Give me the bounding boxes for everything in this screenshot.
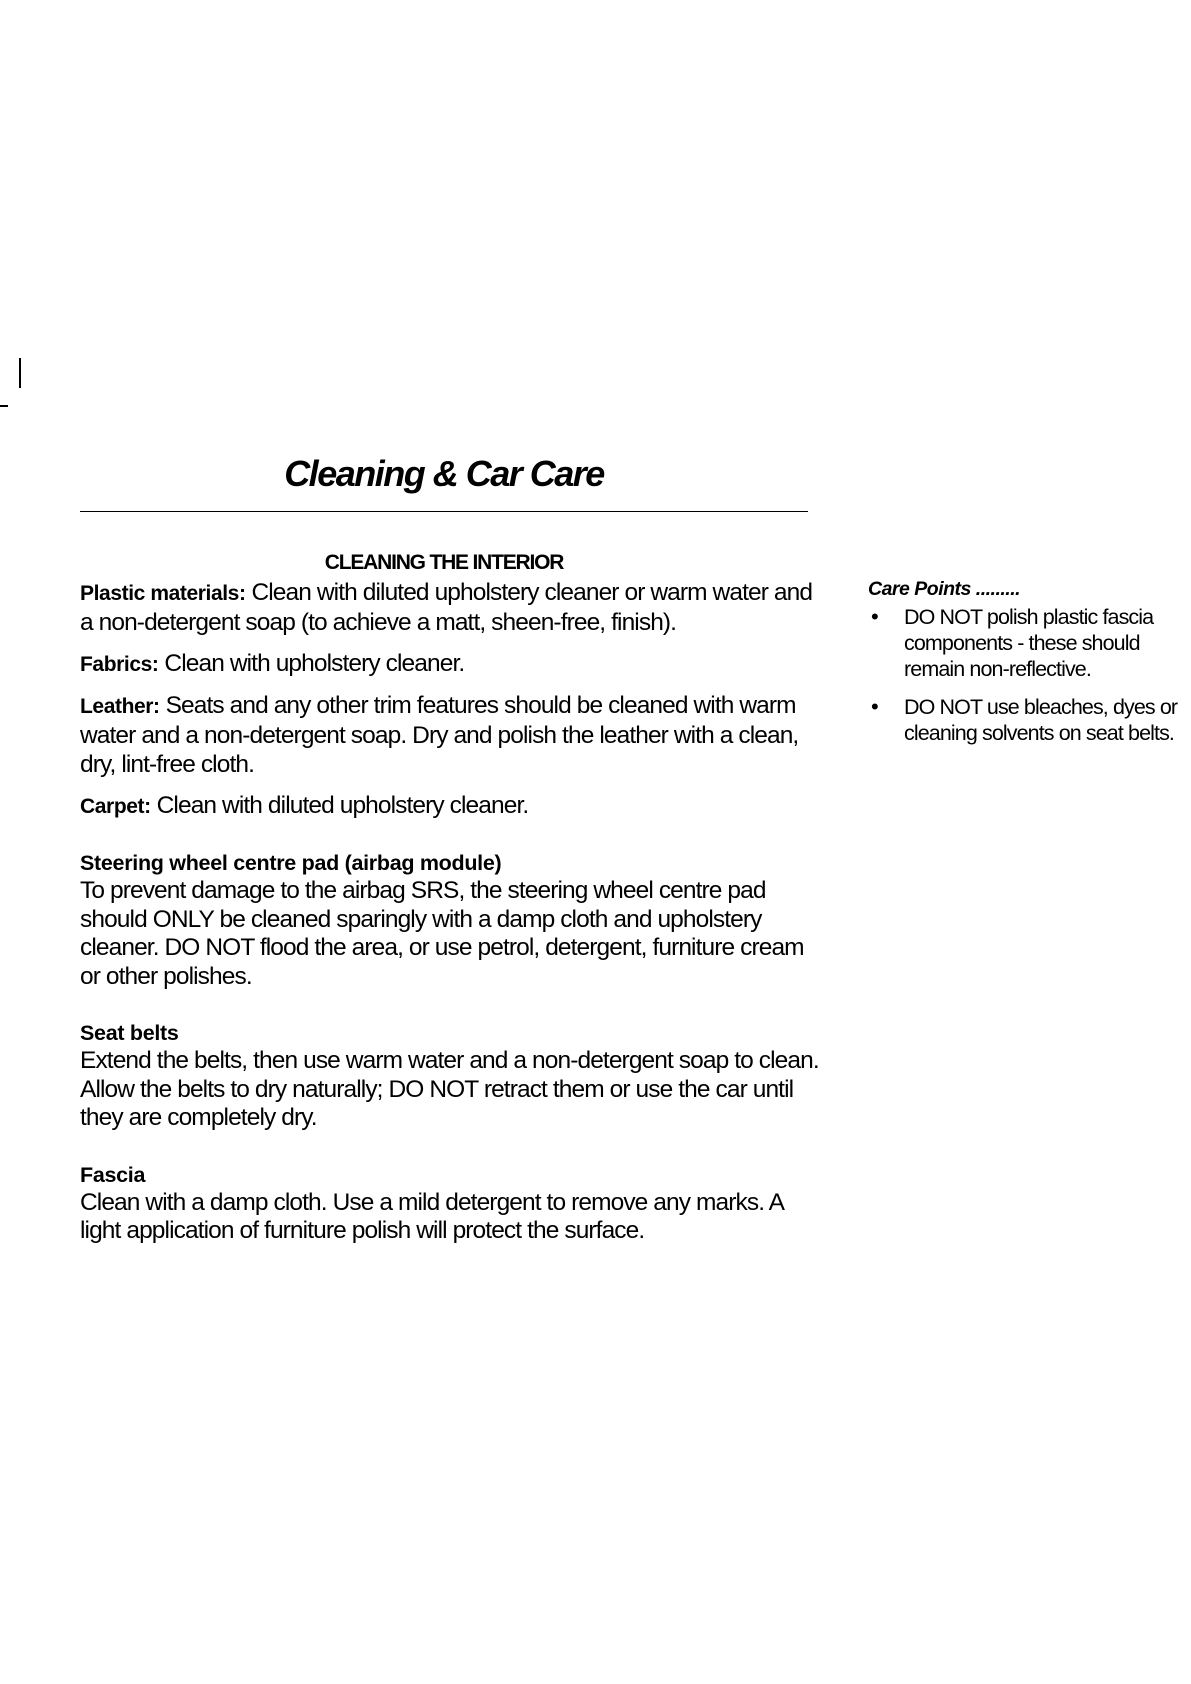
plastic-materials-label: Plastic materials:: [80, 582, 246, 605]
page-title: Cleaning & Car Care: [284, 453, 604, 494]
care-point-text: DO NOT polish plastic fascia components - these should remain non-reflective.: [904, 605, 1154, 681]
fabrics-text: Clean with upholstery cleaner.: [158, 650, 465, 677]
fabrics-paragraph: [80, 649, 820, 679]
care-points-heading: Care Points .........: [868, 578, 1021, 600]
title-divider: [80, 511, 808, 512]
carpet-paragraph: [80, 791, 820, 821]
main-column: [80, 548, 820, 1246]
care-point-text: DO NOT use bleaches, dyes or cleaning solvents on seat belts.: [904, 695, 1178, 745]
crop-mark-vertical: [19, 358, 21, 388]
fascia-title: Fascia: [80, 1162, 146, 1187]
plastic-materials-paragraph: [80, 578, 820, 637]
care-point-item: [868, 604, 1191, 682]
steering-wheel-body: To prevent damage to the airbag SRS, the steering wheel centre pad should ONLY be cleaned sparingly with a damp cloth and upholstery cleaner. DO NOT flood the area, or use petrol, detergent, furniture cream or other polishes.: [80, 877, 804, 990]
crop-mark-horizontal: [0, 405, 8, 407]
fabrics-label: Fabrics:: [80, 653, 159, 676]
seat-belts-body: Extend the belts, then use warm water and a non-detergent soap to clean. Allow the belts to dry naturally; DO NOT retract them or use the car until they are completely dry.: [80, 1047, 819, 1131]
care-point-item: [868, 694, 1191, 746]
leather-label: Leather:: [80, 695, 160, 718]
seat-belts-title: Seat belts: [80, 1021, 179, 1045]
bullet-icon: •: [871, 604, 878, 629]
fascia-body: Clean with a damp cloth. Use a mild detergent to remove any marks. A light application of furniture polish will protect the surface.: [80, 1188, 783, 1244]
care-points-sidebar: [868, 576, 1188, 758]
interior-heading: CLEANING THE INTERIOR: [324, 551, 564, 574]
steering-wheel-section: [80, 849, 820, 991]
leather-paragraph: [80, 691, 820, 779]
carpet-text: Clean with diluted upholstery cleaner.: [150, 792, 529, 819]
carpet-label: Carpet:: [80, 795, 151, 818]
leather-text: Seats and any other trim features should be cleaned with warm water and a non-detergent soap. Dry and polish the leather with a clean, dry, lint-free cloth.: [80, 692, 799, 778]
fascia-section: [80, 1161, 820, 1246]
care-points-list: [868, 604, 1188, 746]
seat-belts-section: [80, 1019, 820, 1133]
bullet-icon: •: [871, 694, 878, 719]
steering-wheel-title: Steering wheel centre pad (airbag module): [80, 851, 502, 875]
plastic-materials-text: Clean with diluted upholstery cleaner or warm water and a non-detergent soap (to achieve a matt, sheen-free, finish).: [80, 579, 813, 636]
